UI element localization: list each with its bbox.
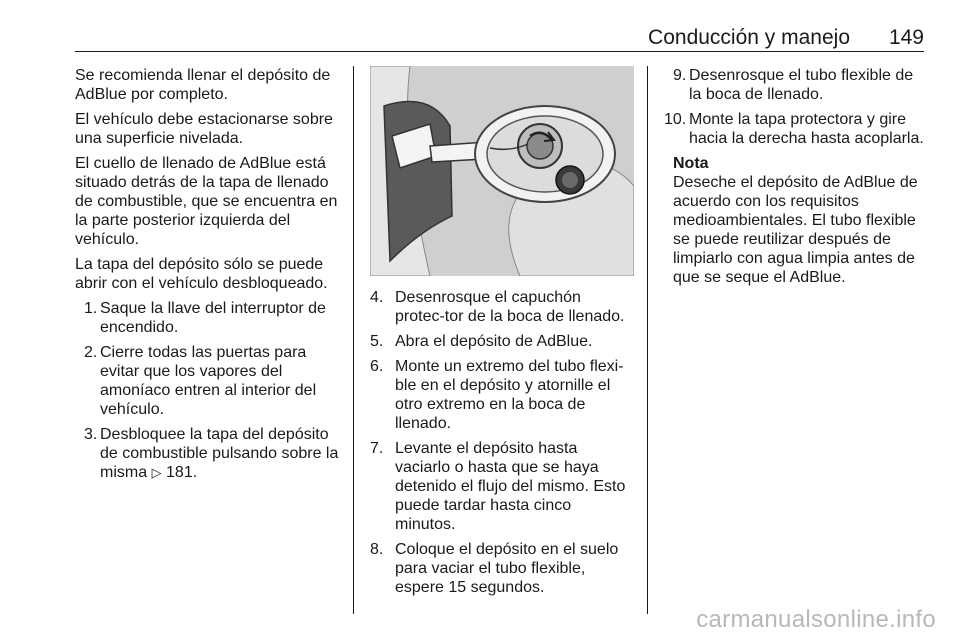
step-text: Saque la llave del interruptor de encendido.: [100, 300, 326, 336]
step-text: Levante el depósito hasta vaciarlo o hasta que se haya detenido el flujo del mismo. Esto puede tardar hasta cinco minutos.: [395, 440, 626, 533]
step-item: [75, 299, 345, 337]
step-item: [370, 288, 634, 326]
steps-list: [75, 299, 345, 482]
step-number: 3.: [84, 426, 98, 443]
step-text: Desenrosque el capuchón protec-tor de la boca de llenado.: [395, 289, 625, 325]
step-number: 7.: [370, 440, 384, 457]
step-item: [664, 110, 928, 148]
steps-list: [664, 66, 928, 148]
step-text: Monte un extremo del tubo flexi-ble en el depósito y atornille el otro extremo en la boca de llenado.: [395, 358, 624, 432]
step-item: [370, 357, 634, 433]
paragraph: El vehículo debe estacionarse sobre una superficie nivelada.: [75, 111, 333, 147]
arrow-ref-icon[interactable]: ▷: [151, 465, 162, 480]
note-block: [673, 154, 928, 287]
step-text: Desbloquee la tapa del depósito de combustible pulsando sobre la misma: [100, 426, 339, 481]
step-text-wrapper: [100, 425, 345, 482]
step-item: [75, 343, 345, 419]
column-middle: [370, 288, 634, 603]
step-number: 10.: [664, 111, 687, 128]
step-number: 2.: [84, 344, 98, 361]
step-number: 8.: [370, 541, 384, 558]
step-text: Abra el depósito de AdBlue.: [395, 333, 593, 350]
note-label: Nota: [673, 155, 709, 172]
step-number: 5.: [370, 333, 384, 350]
header-rule: [75, 51, 924, 52]
step-item: [370, 439, 634, 534]
column-right: [664, 66, 928, 287]
step-text: Monte la tapa protectora y gire hacia la derecha hasta acoplarla.: [689, 111, 924, 147]
section-title: Conducción y manejo: [648, 26, 850, 49]
column-left: [75, 66, 345, 488]
step-item: [370, 332, 634, 351]
fuel-flap-illustration: [370, 66, 634, 276]
page-reference[interactable]: 181.: [166, 464, 198, 481]
step-item: [664, 66, 928, 104]
page-number: 149: [888, 26, 924, 49]
step-number: 6.: [370, 358, 384, 375]
watermark: carmanualsonline.info: [696, 606, 936, 633]
paragraph: El cuello de llenado de AdBlue está situado detrás de la tapa de llenado de combustible, que se encuentra en la parte posterior izquierda del vehículo.: [75, 155, 338, 248]
page-header: [0, 0, 960, 52]
step-text: Cierre todas las puertas para evitar que los vapores del amoníaco entren al interior del vehículo.: [100, 344, 317, 418]
step-text: Desenrosque el tubo flexible de la boca de llenado.: [689, 67, 914, 103]
step-text: Coloque el depósito en el suelo para vaciar el tubo flexible, espere 15 segundos.: [395, 541, 619, 596]
column-divider-right: [647, 66, 648, 614]
step-number: 4.: [370, 289, 384, 306]
step-number: 1.: [84, 300, 98, 317]
fuel-flap-drawing: [370, 66, 634, 276]
paragraph: Se recomienda llenar el depósito de AdBlue por completo.: [75, 67, 331, 103]
steps-list: [370, 288, 634, 597]
step-number: 9.: [673, 67, 687, 84]
step-item: [370, 540, 634, 597]
note-text: Deseche el depósito de AdBlue de acuerdo con los requisitos medioambientales. El tubo flexible se puede reutilizar después de limpiarlo con agua limpia antes de que se seque el AdBlue.: [673, 174, 918, 286]
column-divider-left: [353, 66, 354, 614]
step-item: [75, 425, 345, 482]
paragraph: La tapa del depósito sólo se puede abrir con el vehículo desbloqueado.: [75, 256, 328, 292]
